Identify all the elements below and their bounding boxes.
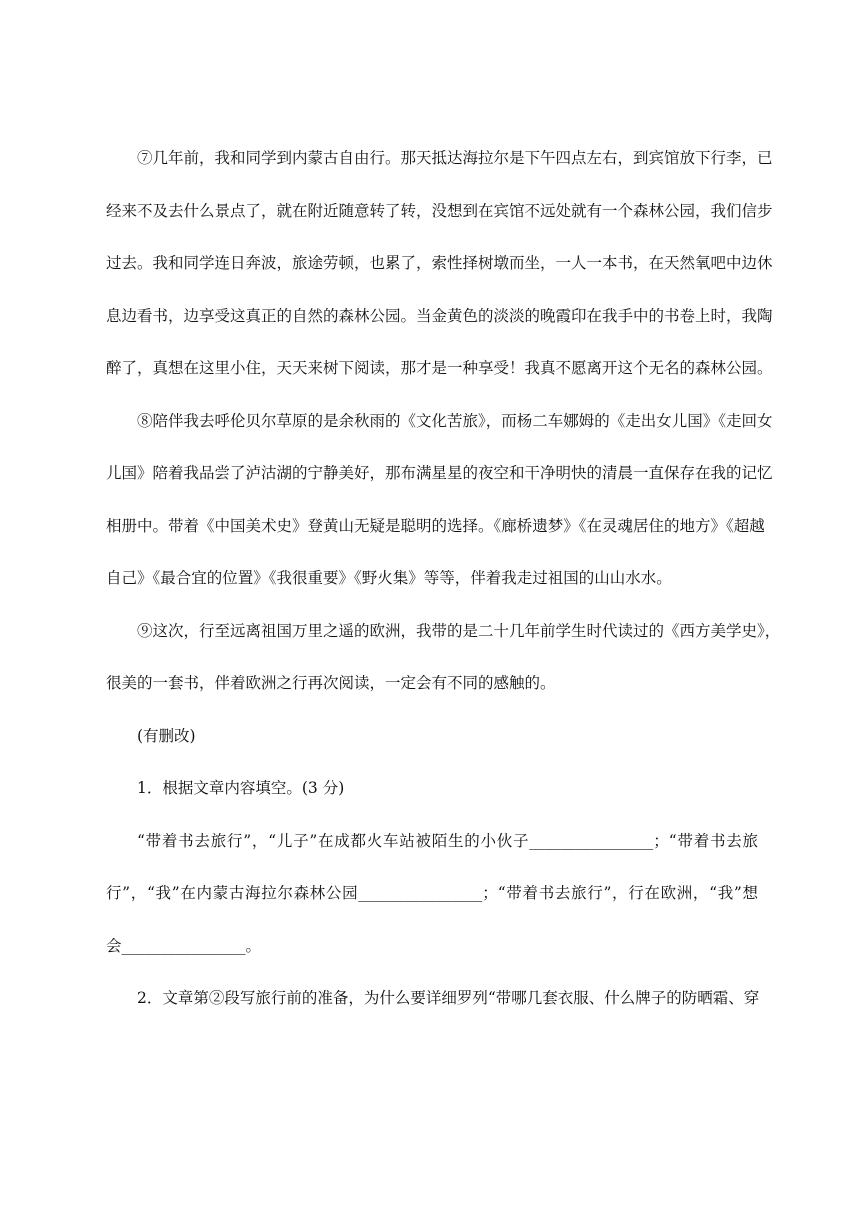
text-line: 很美的一套书，伴着欧洲之行再次阅读，一定会有不同的感触的。 [106, 674, 556, 692]
fill-blank-line: 行”，“我”在内蒙古海拉尔森林公园________________；“带着书去旅行”，行在欧洲，“我”想 [106, 884, 758, 902]
document-page [106, 132, 781, 1025]
text-line: ⑦几年前，我和同学到内蒙古自由行。那天抵达海拉尔是下午四点左右，到宾馆放下行李，已 [137, 149, 773, 167]
question-2: 2．文章第②段写旅行前的准备，为什么要详细罗列“带哪几套衣服、什么牌子的防晒霜、穿 [137, 989, 760, 1007]
paragraph-9 [106, 605, 781, 710]
text-line: 息边看书，边享受这真正的自然的森林公园。当金黄色的淡淡的晚霞印在我手中的书卷上时，我陶 [106, 306, 773, 325]
text-line: 自己》《最合宜的位置》《我很重要》《野火集》等等，伴着我走过祖国的山山水水。 [106, 569, 672, 587]
text-line: 过去。我和同学连日奔波，旅途劳顿，也累了，索性择树墩而坐，一人一本书，在天然氧吧中边休 [106, 254, 773, 272]
edit-note: (有删改) [137, 726, 196, 745]
fill-blank-line: 会________________。 [106, 936, 262, 955]
text-line: 儿国》陪着我品尝了泸沽湖的宁静美好，那布满星星的夜空和干净明快的清晨一直保存在我的记忆 [106, 464, 773, 482]
text-line: ⑨这次，行至远离祖国万里之遥的欧洲，我带的是二十几年前学生时代读过的《西方美学史》， [137, 621, 781, 640]
fill-blank-line: “带着书去旅行”，“儿子”在成都火车站被陌生的小伙子________________；“带着书去旅 [137, 831, 758, 850]
text-line: 醉了，真想在这里小住，天天来树下阅读，那才是一种享受！我真不愿离开这个无名的森林公园。 [106, 359, 773, 377]
question-1-heading: 1．根据文章内容填空。(3 分) [137, 779, 345, 797]
paragraph-8 [106, 395, 773, 605]
question-1-body [106, 815, 758, 973]
text-line: 相册中。带着《中国美术史》登黄山无疑是聪明的选择。《廊桥遗梦》《在灵魂居住的地方》《超越 [106, 516, 765, 535]
paragraph-7 [106, 132, 773, 395]
text-line: ⑧陪伴我去呼伦贝尔草原的是余秋雨的《文化苦旅》，而杨二车娜姆的《走出女儿国》《走回女 [137, 411, 773, 430]
text-line: 经来不及去什么景点了，就在附近随意转了转，没想到在宾馆不远处就有一个森林公园，我们信步 [106, 201, 773, 220]
